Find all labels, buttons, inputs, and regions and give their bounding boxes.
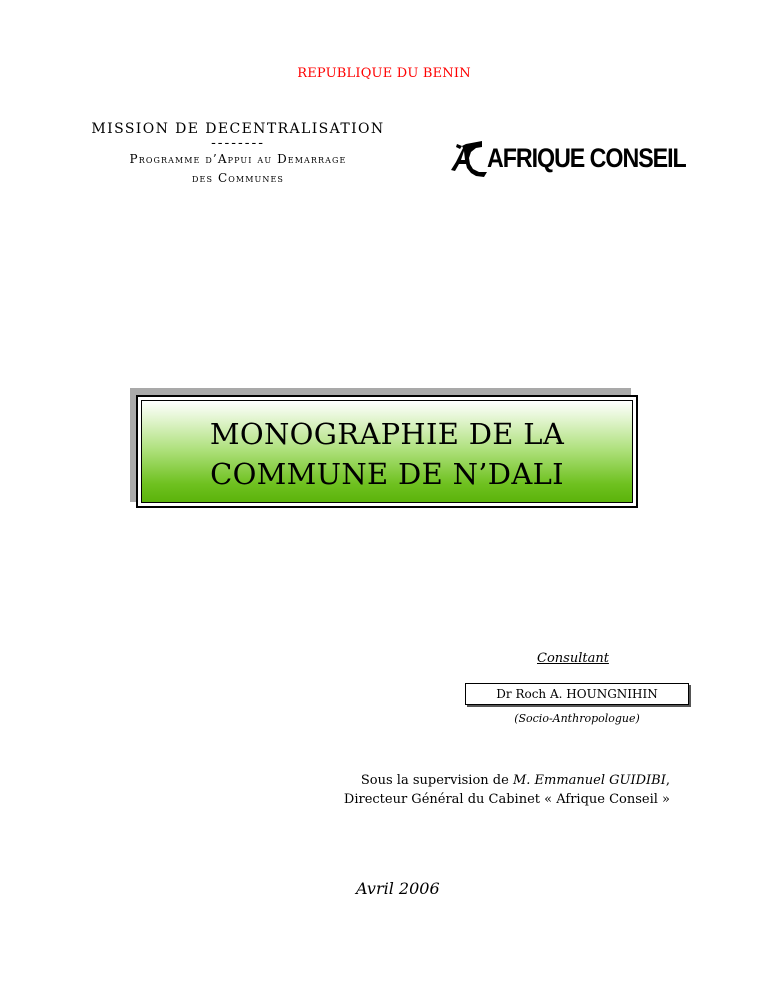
document-date: Avril 2006	[356, 879, 440, 898]
afrique-conseil-logo	[449, 138, 711, 186]
supervision-suffix: ,	[665, 773, 670, 788]
title-box-inner	[141, 400, 633, 503]
logo-text: AFRIQUE CONSEIL	[487, 143, 686, 173]
mission-block	[60, 120, 416, 188]
programme-line-1: Programme d’Appui au Demarrage	[129, 152, 347, 166]
title-box	[136, 395, 638, 508]
supervision-block	[344, 771, 670, 809]
consultant-name: Dr Roch A. HOUNGNIHIN	[496, 687, 658, 701]
mission-title: MISSION DE DECENTRALISATION	[91, 121, 385, 137]
consultant-name-box	[465, 683, 689, 705]
separator: --------	[211, 135, 265, 151]
afrique-conseil-monogram-icon	[449, 138, 489, 186]
document-title	[142, 414, 632, 494]
country-header: REPUBLIQUE DU BENIN	[297, 66, 471, 81]
supervisor-name: M. Emmanuel GUIDIBI	[512, 773, 666, 788]
supervision-prefix: Sous la supervision de	[360, 773, 513, 788]
title-line-2: COMMUNE DE N’DALI	[210, 457, 564, 491]
supervision-line-1	[344, 771, 670, 790]
supervision-line-2: Directeur Général du Cabinet « Afrique Conseil »	[343, 792, 670, 807]
title-line-1: MONOGRAPHIE DE LA	[209, 417, 565, 451]
consultant-label: Consultant	[537, 651, 609, 666]
programme-line-2: des Communes	[192, 171, 284, 185]
consultant-role: (Socio-Anthropologue)	[514, 712, 640, 725]
